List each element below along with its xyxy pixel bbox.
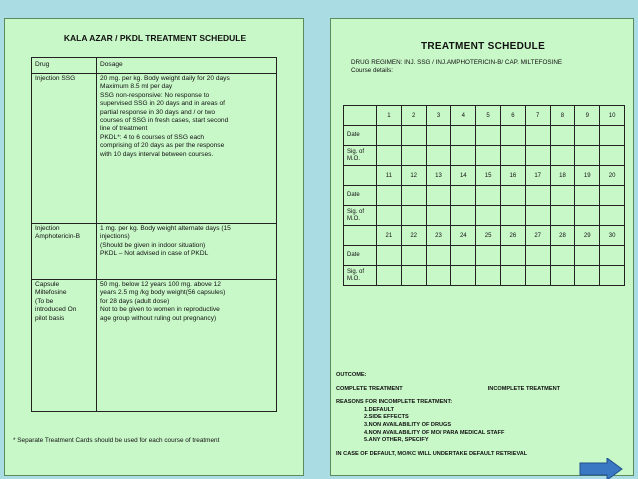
date-row xyxy=(344,246,625,266)
list-item: 1.DEFAULT xyxy=(364,406,395,413)
left-card-title: KALA AZAR / PKDL TREATMENT SCHEDULE xyxy=(63,33,247,43)
drug-cell: Injection Amphotericin-B xyxy=(32,224,97,280)
day-number-cell: 28 xyxy=(550,226,575,246)
next-slide-button[interactable] xyxy=(579,458,623,479)
date-row xyxy=(344,186,625,206)
date-cell[interactable] xyxy=(401,126,426,146)
signature-cell[interactable] xyxy=(525,206,550,226)
signature-cell[interactable] xyxy=(377,146,402,166)
day-number-cell: 19 xyxy=(575,166,600,186)
table-row xyxy=(32,280,277,412)
treatment-schedule-card-left xyxy=(4,18,304,476)
corner-cell xyxy=(344,106,377,126)
day-number-row xyxy=(344,226,625,246)
day-number-cell: 3 xyxy=(426,106,451,126)
date-cell[interactable] xyxy=(401,186,426,206)
date-cell[interactable] xyxy=(500,246,525,266)
default-retrieval-note: IN CASE OF DEFAULT, MO/KC WILL UNDERTAKE DEFAULT RETRIEVAL xyxy=(336,450,528,457)
signature-cell[interactable] xyxy=(600,206,625,226)
header-dosage: Dosage xyxy=(97,58,277,74)
day-number-cell: 20 xyxy=(600,166,625,186)
day-number-cell: 21 xyxy=(377,226,402,246)
list-item: 2.SIDE EFFECTS xyxy=(364,414,409,421)
incomplete-treatment-label: INCOMPLETE TREATMENT xyxy=(487,385,561,392)
signature-cell[interactable] xyxy=(426,206,451,226)
drug-cell: Capsule Miltefosine (To be introduced On pilot basis xyxy=(32,280,97,412)
corner-cell xyxy=(344,166,377,186)
day-number-cell: 13 xyxy=(426,166,451,186)
day-number-cell: 14 xyxy=(451,166,476,186)
drug-regimen xyxy=(351,59,631,75)
dosage-cell: 20 mg. per kg. Body weight daily for 20 days Maximum 8.5 ml per day SSG non-responsive: No response to supervised SSG in 20 days and in areas of partial response in 30 days and / or two courses of SSG in fresh cases, start second line of treatment PKDL*: 4 to 6 courses of SSG each comprising of 20 days as per the response with 10 days interval between courses. xyxy=(97,74,277,224)
reasons-list xyxy=(336,407,631,445)
signature-row-label: Sig. of M.O. xyxy=(344,206,377,226)
complete-treatment-label: COMPLETE TREATMENT xyxy=(336,385,403,392)
signature-cell[interactable] xyxy=(500,266,525,286)
reasons-label: REASONS FOR INCOMPLETE TREATMENT: xyxy=(336,399,453,406)
table-header-row xyxy=(32,58,277,74)
date-cell[interactable] xyxy=(575,186,600,206)
signature-cell[interactable] xyxy=(575,146,600,166)
signature-cell[interactable] xyxy=(401,266,426,286)
date-cell[interactable] xyxy=(476,246,501,266)
day-number-row xyxy=(344,166,625,186)
day-number-cell: 18 xyxy=(550,166,575,186)
date-cell[interactable] xyxy=(377,246,402,266)
signature-cell[interactable] xyxy=(550,266,575,286)
date-cell[interactable] xyxy=(451,246,476,266)
day-number-cell: 4 xyxy=(451,106,476,126)
day-number-cell: 16 xyxy=(500,166,525,186)
signature-cell[interactable] xyxy=(500,206,525,226)
signature-cell[interactable] xyxy=(476,206,501,226)
signature-cell[interactable] xyxy=(401,206,426,226)
signature-cell[interactable] xyxy=(426,266,451,286)
signature-row xyxy=(344,206,625,226)
date-cell[interactable] xyxy=(550,126,575,146)
date-cell[interactable] xyxy=(476,126,501,146)
day-number-cell: 9 xyxy=(575,106,600,126)
day-number-cell: 23 xyxy=(426,226,451,246)
signature-cell[interactable] xyxy=(500,146,525,166)
list-item: 4.NON AVAILABILITY OF MO/ PARA MEDICAL STAFF xyxy=(364,429,505,436)
day-number-cell: 11 xyxy=(377,166,402,186)
day-number-cell: 24 xyxy=(451,226,476,246)
date-cell[interactable] xyxy=(500,186,525,206)
day-number-cell: 22 xyxy=(401,226,426,246)
date-cell[interactable] xyxy=(377,186,402,206)
day-number-cell: 29 xyxy=(575,226,600,246)
arrow-right-icon xyxy=(579,458,623,479)
date-row xyxy=(344,126,625,146)
signature-cell[interactable] xyxy=(525,266,550,286)
signature-cell[interactable] xyxy=(550,146,575,166)
day-number-cell: 12 xyxy=(401,166,426,186)
drug-dosage-table xyxy=(31,57,277,412)
date-cell[interactable] xyxy=(600,246,625,266)
date-row-label: Date xyxy=(344,246,377,266)
day-number-cell: 30 xyxy=(600,226,625,246)
date-cell[interactable] xyxy=(426,246,451,266)
day-number-cell: 1 xyxy=(377,106,402,126)
signature-cell[interactable] xyxy=(377,206,402,226)
day-number-row xyxy=(344,106,625,126)
signature-cell[interactable] xyxy=(575,206,600,226)
treatment-schedule-card-right xyxy=(330,18,634,476)
date-cell[interactable] xyxy=(575,246,600,266)
signature-row xyxy=(344,146,625,166)
signature-cell[interactable] xyxy=(401,146,426,166)
date-cell[interactable] xyxy=(451,126,476,146)
day-number-cell: 26 xyxy=(500,226,525,246)
day-number-cell: 5 xyxy=(476,106,501,126)
day-number-cell: 10 xyxy=(600,106,625,126)
signature-row-label: Sig. of M.O. xyxy=(344,266,377,286)
outcome-options xyxy=(336,386,631,394)
signature-cell[interactable] xyxy=(451,146,476,166)
signature-cell[interactable] xyxy=(600,266,625,286)
date-cell[interactable] xyxy=(401,246,426,266)
list-item: 3.NON AVAILABILITY OF DRUGS xyxy=(364,421,452,428)
date-cell[interactable] xyxy=(550,186,575,206)
signature-cell[interactable] xyxy=(575,266,600,286)
day-number-cell: 2 xyxy=(401,106,426,126)
day-number-cell: 25 xyxy=(476,226,501,246)
signature-row-label: Sig. of M.O. xyxy=(344,146,377,166)
left-footnote: * Separate Treatment Cards should be used for each course of treatment xyxy=(13,437,220,444)
signature-cell[interactable] xyxy=(451,206,476,226)
table-row xyxy=(32,74,277,224)
date-cell[interactable] xyxy=(476,186,501,206)
dosage-cell: 1 mg. per kg. Body weight alternate days (15 injections) (Should be given in indoor situation) PKDL – Not advised in case of PKDL xyxy=(97,224,277,280)
date-cell[interactable] xyxy=(377,126,402,146)
signature-cell[interactable] xyxy=(377,266,402,286)
day-number-cell: 17 xyxy=(525,166,550,186)
date-cell[interactable] xyxy=(451,186,476,206)
signature-cell[interactable] xyxy=(525,146,550,166)
signature-cell[interactable] xyxy=(451,266,476,286)
day-number-cell: 8 xyxy=(550,106,575,126)
signature-cell[interactable] xyxy=(600,146,625,166)
signature-cell[interactable] xyxy=(476,266,501,286)
list-item: 5.ANY OTHER, SPECIFY xyxy=(364,437,429,444)
dosage-cell: 50 mg. below 12 years 100 mg. above 12 years 2.5 mg /kg body weight(56 capsules) for 28 days (adult dose) Not to be given to women in reproductive age group without ruling out pregnancy) xyxy=(97,280,277,412)
signature-cell[interactable] xyxy=(426,146,451,166)
date-cell[interactable] xyxy=(426,186,451,206)
date-row-label: Date xyxy=(344,126,377,146)
signature-row xyxy=(344,266,625,286)
date-cell[interactable] xyxy=(600,126,625,146)
date-cell[interactable] xyxy=(575,126,600,146)
date-cell[interactable] xyxy=(500,126,525,146)
date-cell[interactable] xyxy=(525,126,550,146)
date-cell[interactable] xyxy=(600,186,625,206)
drug-cell: Injection SSG xyxy=(32,74,97,224)
outcome-section xyxy=(336,372,631,458)
signature-cell[interactable] xyxy=(550,206,575,226)
date-cell[interactable] xyxy=(525,186,550,206)
date-cell[interactable] xyxy=(426,126,451,146)
course-details-label: Course details: xyxy=(351,67,393,74)
day-number-cell: 7 xyxy=(525,106,550,126)
day-number-cell: 27 xyxy=(525,226,550,246)
signature-cell[interactable] xyxy=(476,146,501,166)
corner-cell xyxy=(344,226,377,246)
outcome-label: OUTCOME: xyxy=(336,372,367,378)
drug-regimen-line: DRUG REGIMEN: INJ. SSG / INJ.AMPHOTERICIN-B/ CAP. MILTEFOSINE xyxy=(351,59,563,66)
right-card-title: TREATMENT SCHEDULE xyxy=(420,41,546,52)
date-cell[interactable] xyxy=(525,246,550,266)
date-cell[interactable] xyxy=(550,246,575,266)
date-row-label: Date xyxy=(344,186,377,206)
day-number-cell: 6 xyxy=(500,106,525,126)
header-drug: Drug xyxy=(32,58,97,74)
table-row xyxy=(32,224,277,280)
treatment-schedule-table xyxy=(343,105,625,286)
day-number-cell: 15 xyxy=(476,166,501,186)
